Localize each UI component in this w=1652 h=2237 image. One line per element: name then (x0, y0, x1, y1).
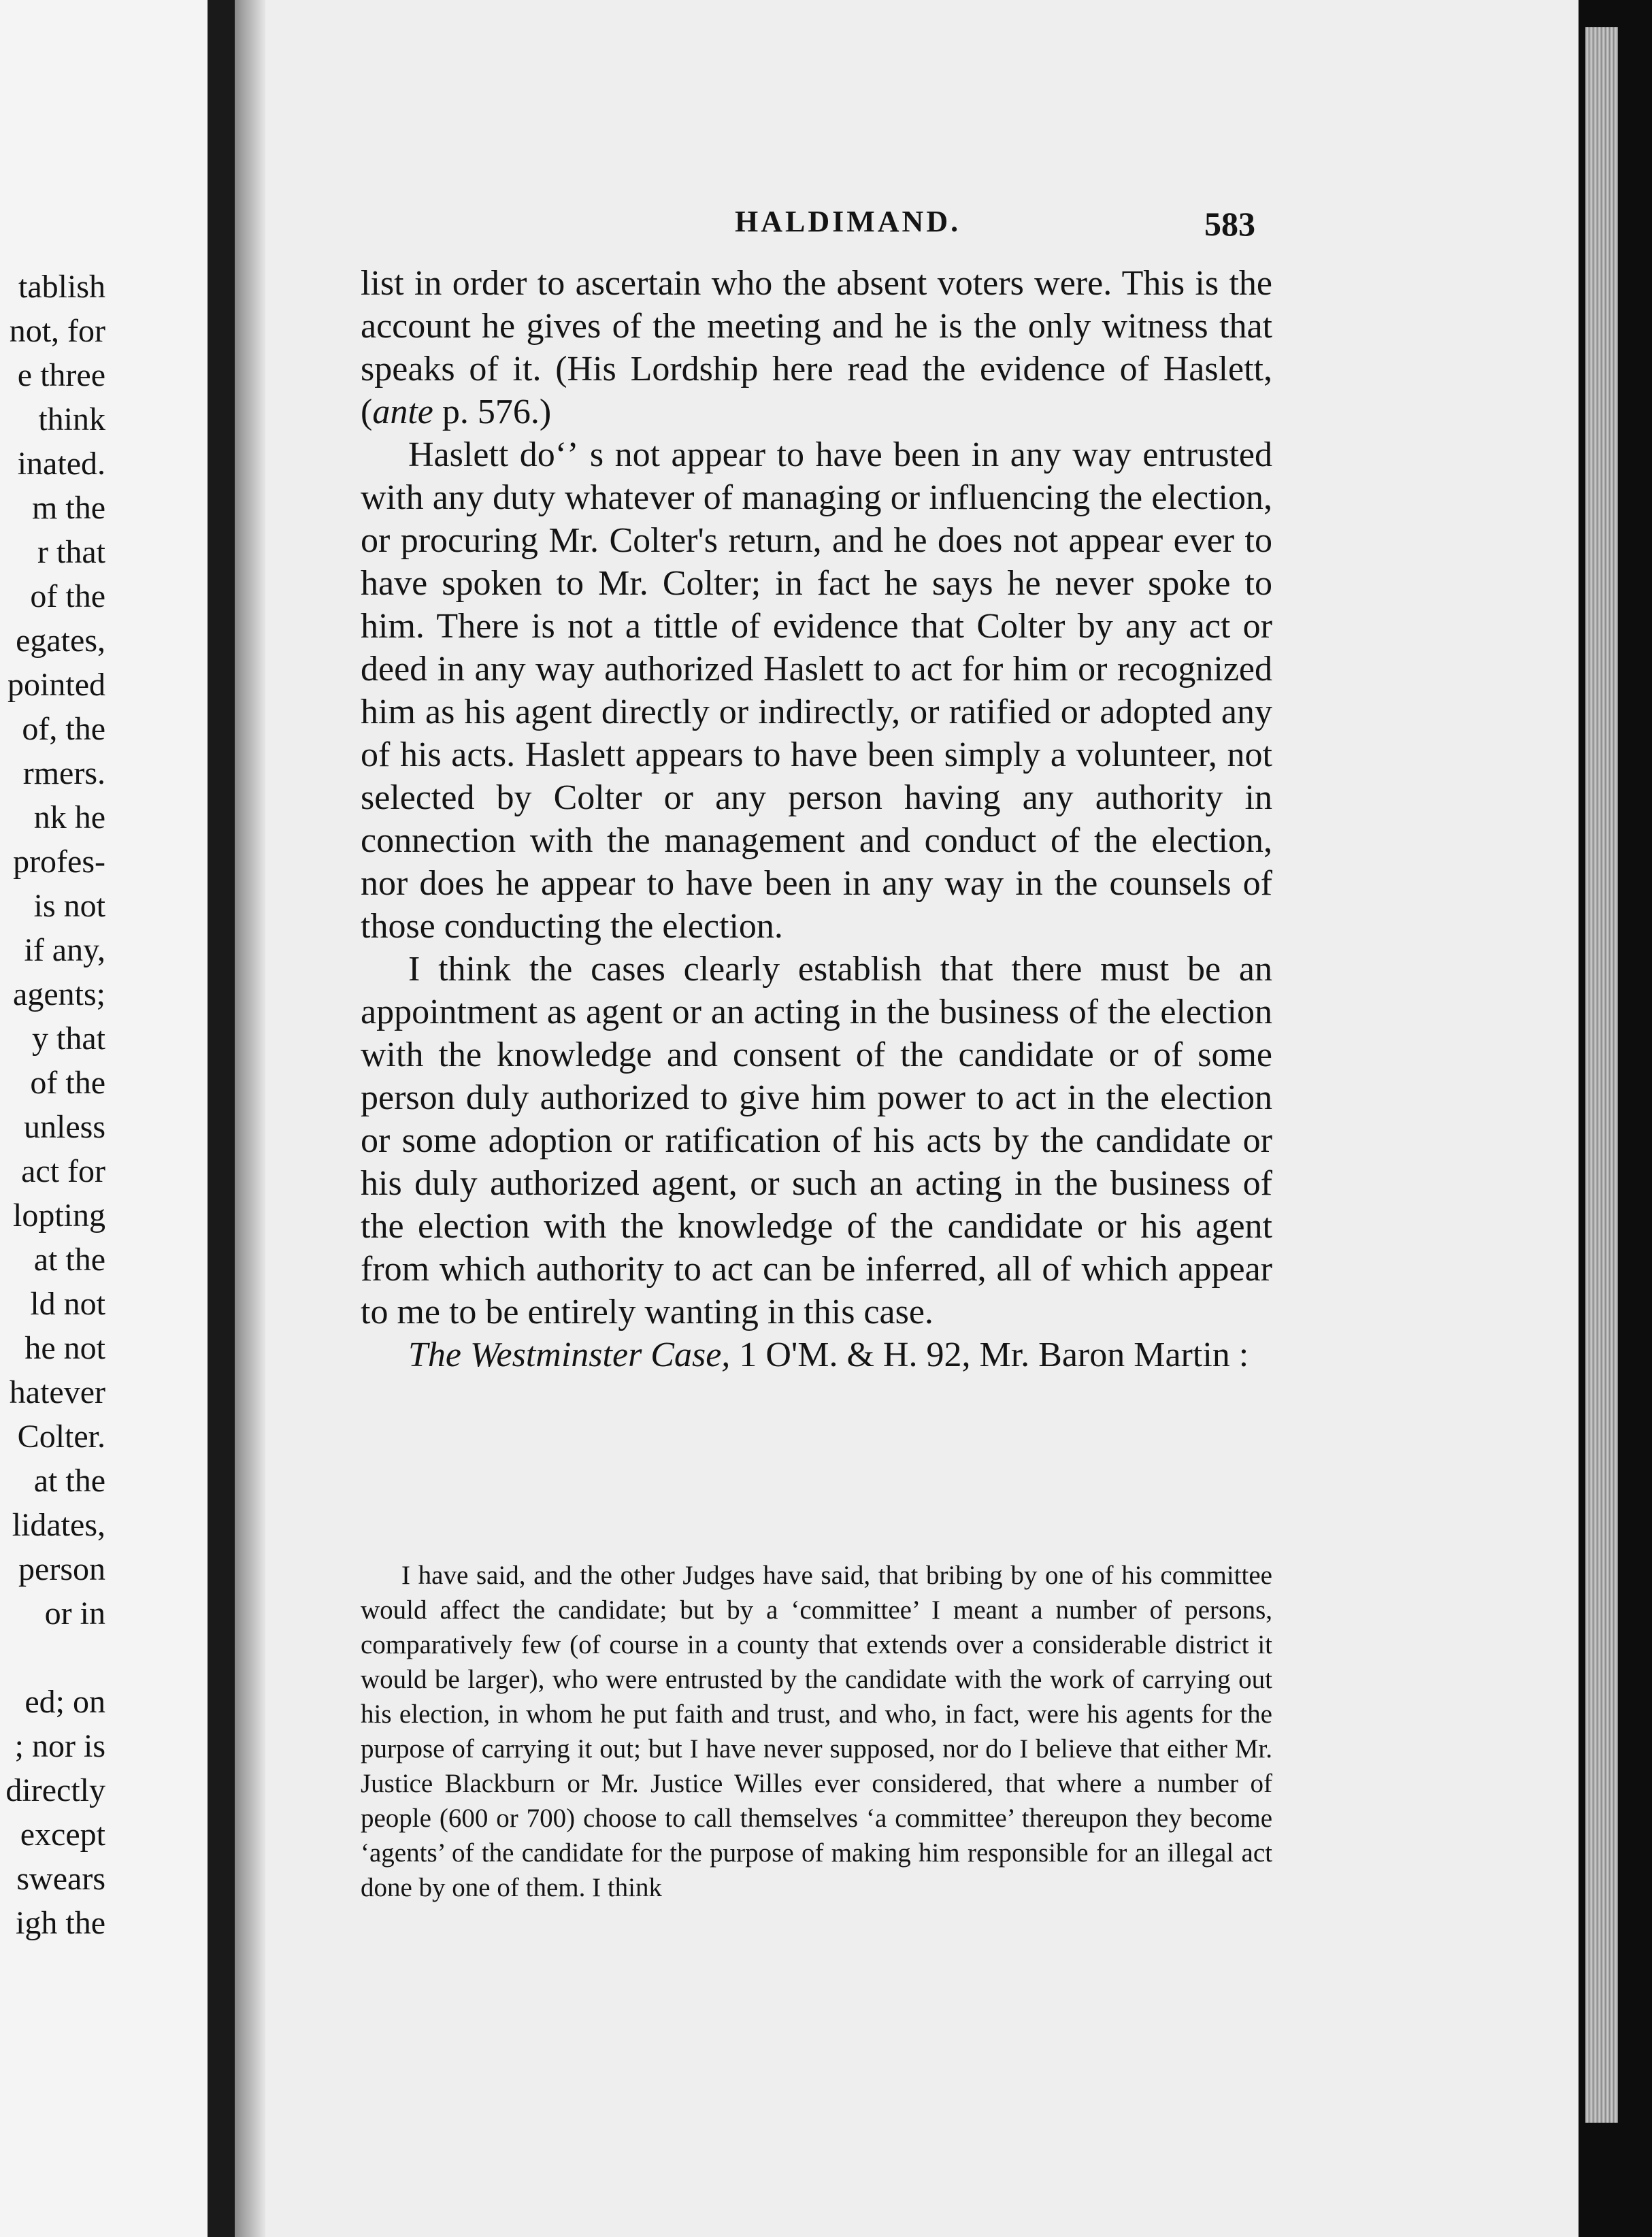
left-page-line: r that (37, 534, 105, 570)
left-page-line: unless (24, 1109, 105, 1145)
left-page-line: m the (32, 490, 105, 526)
case-citation: 1 O'M. & H. 92, Mr. Baron Martin : (730, 1336, 1249, 1374)
left-page-line: is not (33, 888, 105, 924)
page-stack-edges (1585, 27, 1618, 2123)
book-gutter (208, 0, 235, 2237)
left-page-line: think (38, 401, 105, 437)
paragraph-1-text: list in order to ascertain who the absent voters were. This is the account he gives of the meeting and he is the only witness that speaks of it. (His Lordship here read the evidence of Haslett, ( (361, 264, 1272, 431)
left-page-line: inated. (17, 446, 105, 482)
left-page-line: of the (30, 1065, 105, 1101)
gutter-shadow (235, 0, 265, 2237)
ante-citation: ante (372, 393, 433, 431)
left-page-line: or in (44, 1595, 105, 1631)
left-page-line: nk he (33, 799, 105, 835)
left-page-line: y that (32, 1021, 105, 1057)
left-page-line: tablish (18, 269, 105, 305)
paragraph-1 (361, 262, 1272, 433)
left-page-line: lopting (12, 1197, 105, 1233)
paragraph-4 (361, 1333, 1272, 1376)
left-page-line: act for (21, 1153, 105, 1189)
left-page-line: if any, (24, 932, 105, 968)
left-page-line: rmers. (22, 755, 105, 791)
left-page-line: e three (17, 357, 105, 393)
left-page-line: lidates, (12, 1507, 105, 1543)
left-page-line: not, for (9, 313, 105, 349)
left-page-line: of the (30, 578, 105, 614)
left-page-line: ; nor is (14, 1728, 105, 1764)
case-name: The Westminster Case, (408, 1336, 731, 1374)
left-page-line: profes- (13, 844, 105, 880)
left-page-line: hatever (9, 1374, 105, 1410)
left-page-line: swears (16, 1861, 105, 1897)
left-facing-page (0, 0, 208, 2237)
paragraph-1-end: p. 576.) (433, 393, 552, 431)
left-page-line: at the (33, 1463, 105, 1499)
left-page-line: directly (5, 1772, 105, 1808)
paragraph-3: I think the cases clearly establish that there must be an appointment as agent or an acting in the business of the election with the knowledge and consent of the candidate or of some person duly authorized to give him power to act in the election or some adoption or ratification of his acts by the candidate or his duly authorized agent, or such an acting in the business of the election with the knowledge of the candidate or his agent from which authority to act can be inferred, all of which appear to me to be entirely wanting in this case. (361, 950, 1272, 1331)
body-text (361, 262, 1272, 1376)
running-title: HALDIMAND. (735, 205, 961, 238)
left-page-line: he not (24, 1330, 105, 1366)
left-page-line: except (20, 1817, 105, 1853)
left-page-line: of, the (22, 711, 105, 747)
left-page-line: ld not (30, 1286, 105, 1322)
left-page-line: agents; (13, 976, 105, 1012)
left-page-line: person (18, 1551, 105, 1587)
left-page-line: egates, (16, 623, 105, 659)
page-number: 583 (1204, 205, 1255, 243)
left-page-line: Colter. (17, 1419, 105, 1455)
paragraph-2: Haslett doʻʼ s not appear to have been in any way entrusted with any duty whatever of managing or influencing the election, or procuring Mr. Colter's return, and he does not appear ever to have spoken to Mr. Colter; in fact he says he never spoke to him. There is not a tittle of evidence that Colter by any act or deed in any way authorized Haslett to act for him or recognized him as his agent directly or indirectly, or ratified or adopted any of his acts. Haslett appears to have been simply a volunteer, not selected by Colter or any person having any authority in connection with the management and conduct of the election, nor does he appear to have been in any way in the counsels of those conducting the election. (361, 435, 1272, 946)
left-page-line: ed; on (24, 1684, 105, 1720)
left-page-line: pointed (7, 667, 105, 703)
block-quote: I have said, and the other Judges have said, that bribing by one of his committee would affect the candidate; but by a ‘committee’ I meant a number of persons, comparatively few (of course in a county that extends over a considerable district it would be larger), who were entrusted by the candidate with the work of carrying out his election, in whom he put faith and trust, and who, in fact, were his agents for the purpose of carrying it out; but I have never supposed, nor do I believe that either Mr. Justice Blackburn or Mr. Justice Willes ever considered, that where a number of people (600 or 700) choose to call themselves ‘a committee’ thereupon they become ‘agents’ of the candidate for the purpose of making him responsible for an illegal act done by one of them. I think (361, 1561, 1272, 1902)
left-page-line: igh the (16, 1905, 105, 1941)
left-page-line: at the (33, 1242, 105, 1278)
